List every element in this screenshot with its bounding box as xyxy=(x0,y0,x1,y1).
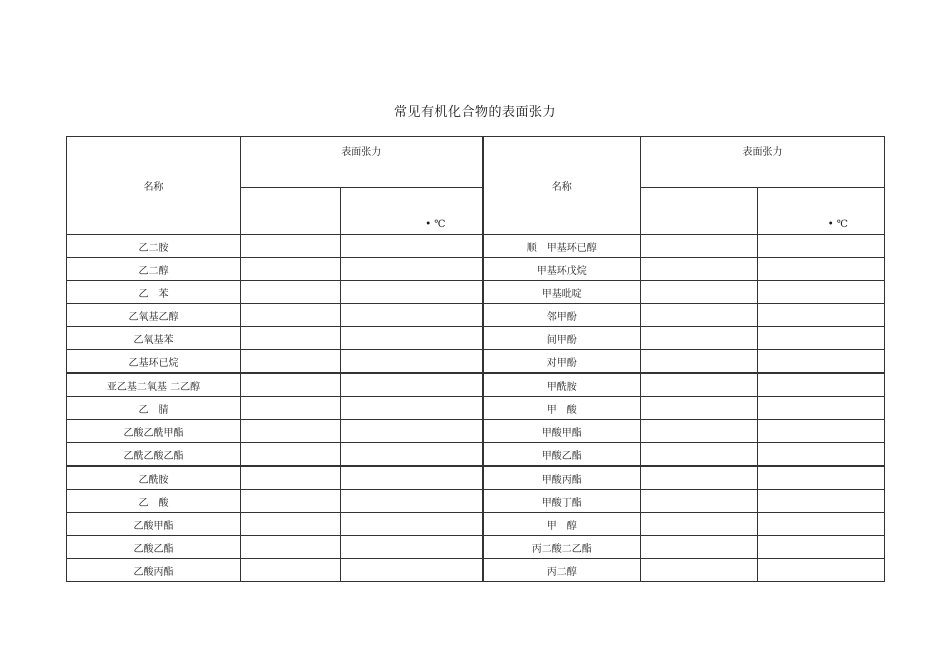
left-compound-name: 乙酸乙酰甲酯 xyxy=(67,420,241,443)
left-compound-name: 乙 酸 xyxy=(67,490,241,513)
right-unit-label: • ℃ xyxy=(758,188,885,235)
left-tension-value xyxy=(241,281,341,304)
right-compound-name: 顺 甲基环已醇 xyxy=(483,235,641,258)
left-temperature-value xyxy=(341,373,483,397)
right-temperature-value xyxy=(758,443,885,467)
right-tension-value xyxy=(641,397,758,420)
right-tension-value xyxy=(641,304,758,327)
left-tension-value xyxy=(241,466,341,490)
right-temperature-value xyxy=(758,536,885,559)
right-tension-value xyxy=(641,443,758,467)
right-tension-value xyxy=(641,350,758,374)
table-row xyxy=(67,536,885,559)
left-tension-value xyxy=(241,373,341,397)
table-row xyxy=(67,350,885,374)
left-tension-value xyxy=(241,490,341,513)
left-temperature-value xyxy=(341,490,483,513)
right-temperature-value xyxy=(758,397,885,420)
right-compound-name: 甲 酸 xyxy=(483,397,641,420)
left-compound-name: 乙氧基苯 xyxy=(67,327,241,350)
left-tension-value xyxy=(241,235,341,258)
table-row xyxy=(67,397,885,420)
right-tension-header: 表面张力 xyxy=(641,137,885,188)
right-compound-name: 甲酸乙酯 xyxy=(483,443,641,467)
table-row xyxy=(67,258,885,281)
left-tension-value xyxy=(241,397,341,420)
right-compound-name: 甲酸丁酯 xyxy=(483,490,641,513)
right-compound-name: 丙二醇 xyxy=(483,559,641,582)
left-tension-value xyxy=(241,559,341,582)
right-tension-value xyxy=(641,536,758,559)
table-row xyxy=(67,443,885,467)
table-row xyxy=(67,559,885,582)
right-temperature-value xyxy=(758,327,885,350)
left-compound-name: 乙二醇 xyxy=(67,258,241,281)
table-row xyxy=(67,466,885,490)
right-compound-name: 甲基环戊烷 xyxy=(483,258,641,281)
left-compound-name: 乙酸甲酯 xyxy=(67,513,241,536)
right-temperature-value xyxy=(758,350,885,374)
surface-tension-table xyxy=(66,136,885,582)
right-compound-name: 丙二酸二乙酯 xyxy=(483,536,641,559)
left-tension-value xyxy=(241,327,341,350)
right-compound-name: 甲 醇 xyxy=(483,513,641,536)
left-temperature-value xyxy=(341,536,483,559)
right-tension-value xyxy=(641,420,758,443)
right-tension-value xyxy=(641,281,758,304)
table-row xyxy=(67,513,885,536)
left-compound-name: 乙 苯 xyxy=(67,281,241,304)
right-tension-subcell xyxy=(641,188,758,235)
right-tension-value xyxy=(641,513,758,536)
left-compound-name: 乙酰乙酸乙酯 xyxy=(67,443,241,467)
left-tension-value xyxy=(241,258,341,281)
right-tension-value xyxy=(641,258,758,281)
document-title: 常见有机化合物的表面张力 xyxy=(393,105,556,120)
left-unit-label: • ℃ xyxy=(341,188,483,235)
left-temperature-value xyxy=(341,397,483,420)
left-temperature-value xyxy=(341,443,483,467)
left-compound-name: 乙酰胺 xyxy=(67,466,241,490)
right-tension-value xyxy=(641,490,758,513)
right-temperature-value xyxy=(758,235,885,258)
table-row xyxy=(67,281,885,304)
right-compound-name: 对甲酚 xyxy=(483,350,641,374)
right-tension-value xyxy=(641,235,758,258)
left-temperature-value xyxy=(341,258,483,281)
right-compound-name: 甲酸丙酯 xyxy=(483,466,641,490)
right-temperature-value xyxy=(758,559,885,582)
right-tension-value xyxy=(641,559,758,582)
left-tension-value xyxy=(241,443,341,467)
right-tension-value xyxy=(641,373,758,397)
right-temperature-value xyxy=(758,281,885,304)
right-temperature-value xyxy=(758,373,885,397)
right-compound-name: 间甲酚 xyxy=(483,327,641,350)
right-temperature-value xyxy=(758,304,885,327)
table-row xyxy=(67,327,885,350)
left-compound-name: 乙二胺 xyxy=(67,235,241,258)
left-temperature-value xyxy=(341,513,483,536)
left-tension-value xyxy=(241,350,341,374)
left-temperature-value xyxy=(341,350,483,374)
right-compound-name: 邻甲酚 xyxy=(483,304,641,327)
left-temperature-value xyxy=(341,559,483,582)
left-compound-name: 乙基环已烷 xyxy=(67,350,241,374)
left-compound-name: 乙酸乙酯 xyxy=(67,536,241,559)
right-temperature-value xyxy=(758,466,885,490)
left-temperature-value xyxy=(341,466,483,490)
left-tension-value xyxy=(241,420,341,443)
right-name-header: 名称 xyxy=(483,137,641,235)
left-tension-subcell xyxy=(241,188,341,235)
table-row xyxy=(67,373,885,397)
table-row xyxy=(67,304,885,327)
left-compound-name: 乙氧基乙醇 xyxy=(67,304,241,327)
left-tension-value xyxy=(241,513,341,536)
left-compound-name: 亚乙基二氧基 二乙醇 xyxy=(67,373,241,397)
left-name-header: 名称 xyxy=(67,137,241,235)
right-compound-name: 甲酸甲酯 xyxy=(483,420,641,443)
left-temperature-value xyxy=(341,235,483,258)
right-compound-name: 甲基吡啶 xyxy=(483,281,641,304)
table-row xyxy=(67,235,885,258)
left-temperature-value xyxy=(341,327,483,350)
left-compound-name: 乙酸丙酯 xyxy=(67,559,241,582)
table-row xyxy=(67,490,885,513)
right-tension-value xyxy=(641,466,758,490)
right-tension-value xyxy=(641,327,758,350)
left-tension-value xyxy=(241,304,341,327)
left-temperature-value xyxy=(341,304,483,327)
right-temperature-value xyxy=(758,513,885,536)
right-temperature-value xyxy=(758,420,885,443)
left-temperature-value xyxy=(341,420,483,443)
left-temperature-value xyxy=(341,281,483,304)
left-compound-name: 乙 腈 xyxy=(67,397,241,420)
right-temperature-value xyxy=(758,258,885,281)
right-temperature-value xyxy=(758,490,885,513)
left-tension-header: 表面张力 xyxy=(241,137,483,188)
left-tension-value xyxy=(241,536,341,559)
table-row xyxy=(67,420,885,443)
right-compound-name: 甲酰胺 xyxy=(483,373,641,397)
